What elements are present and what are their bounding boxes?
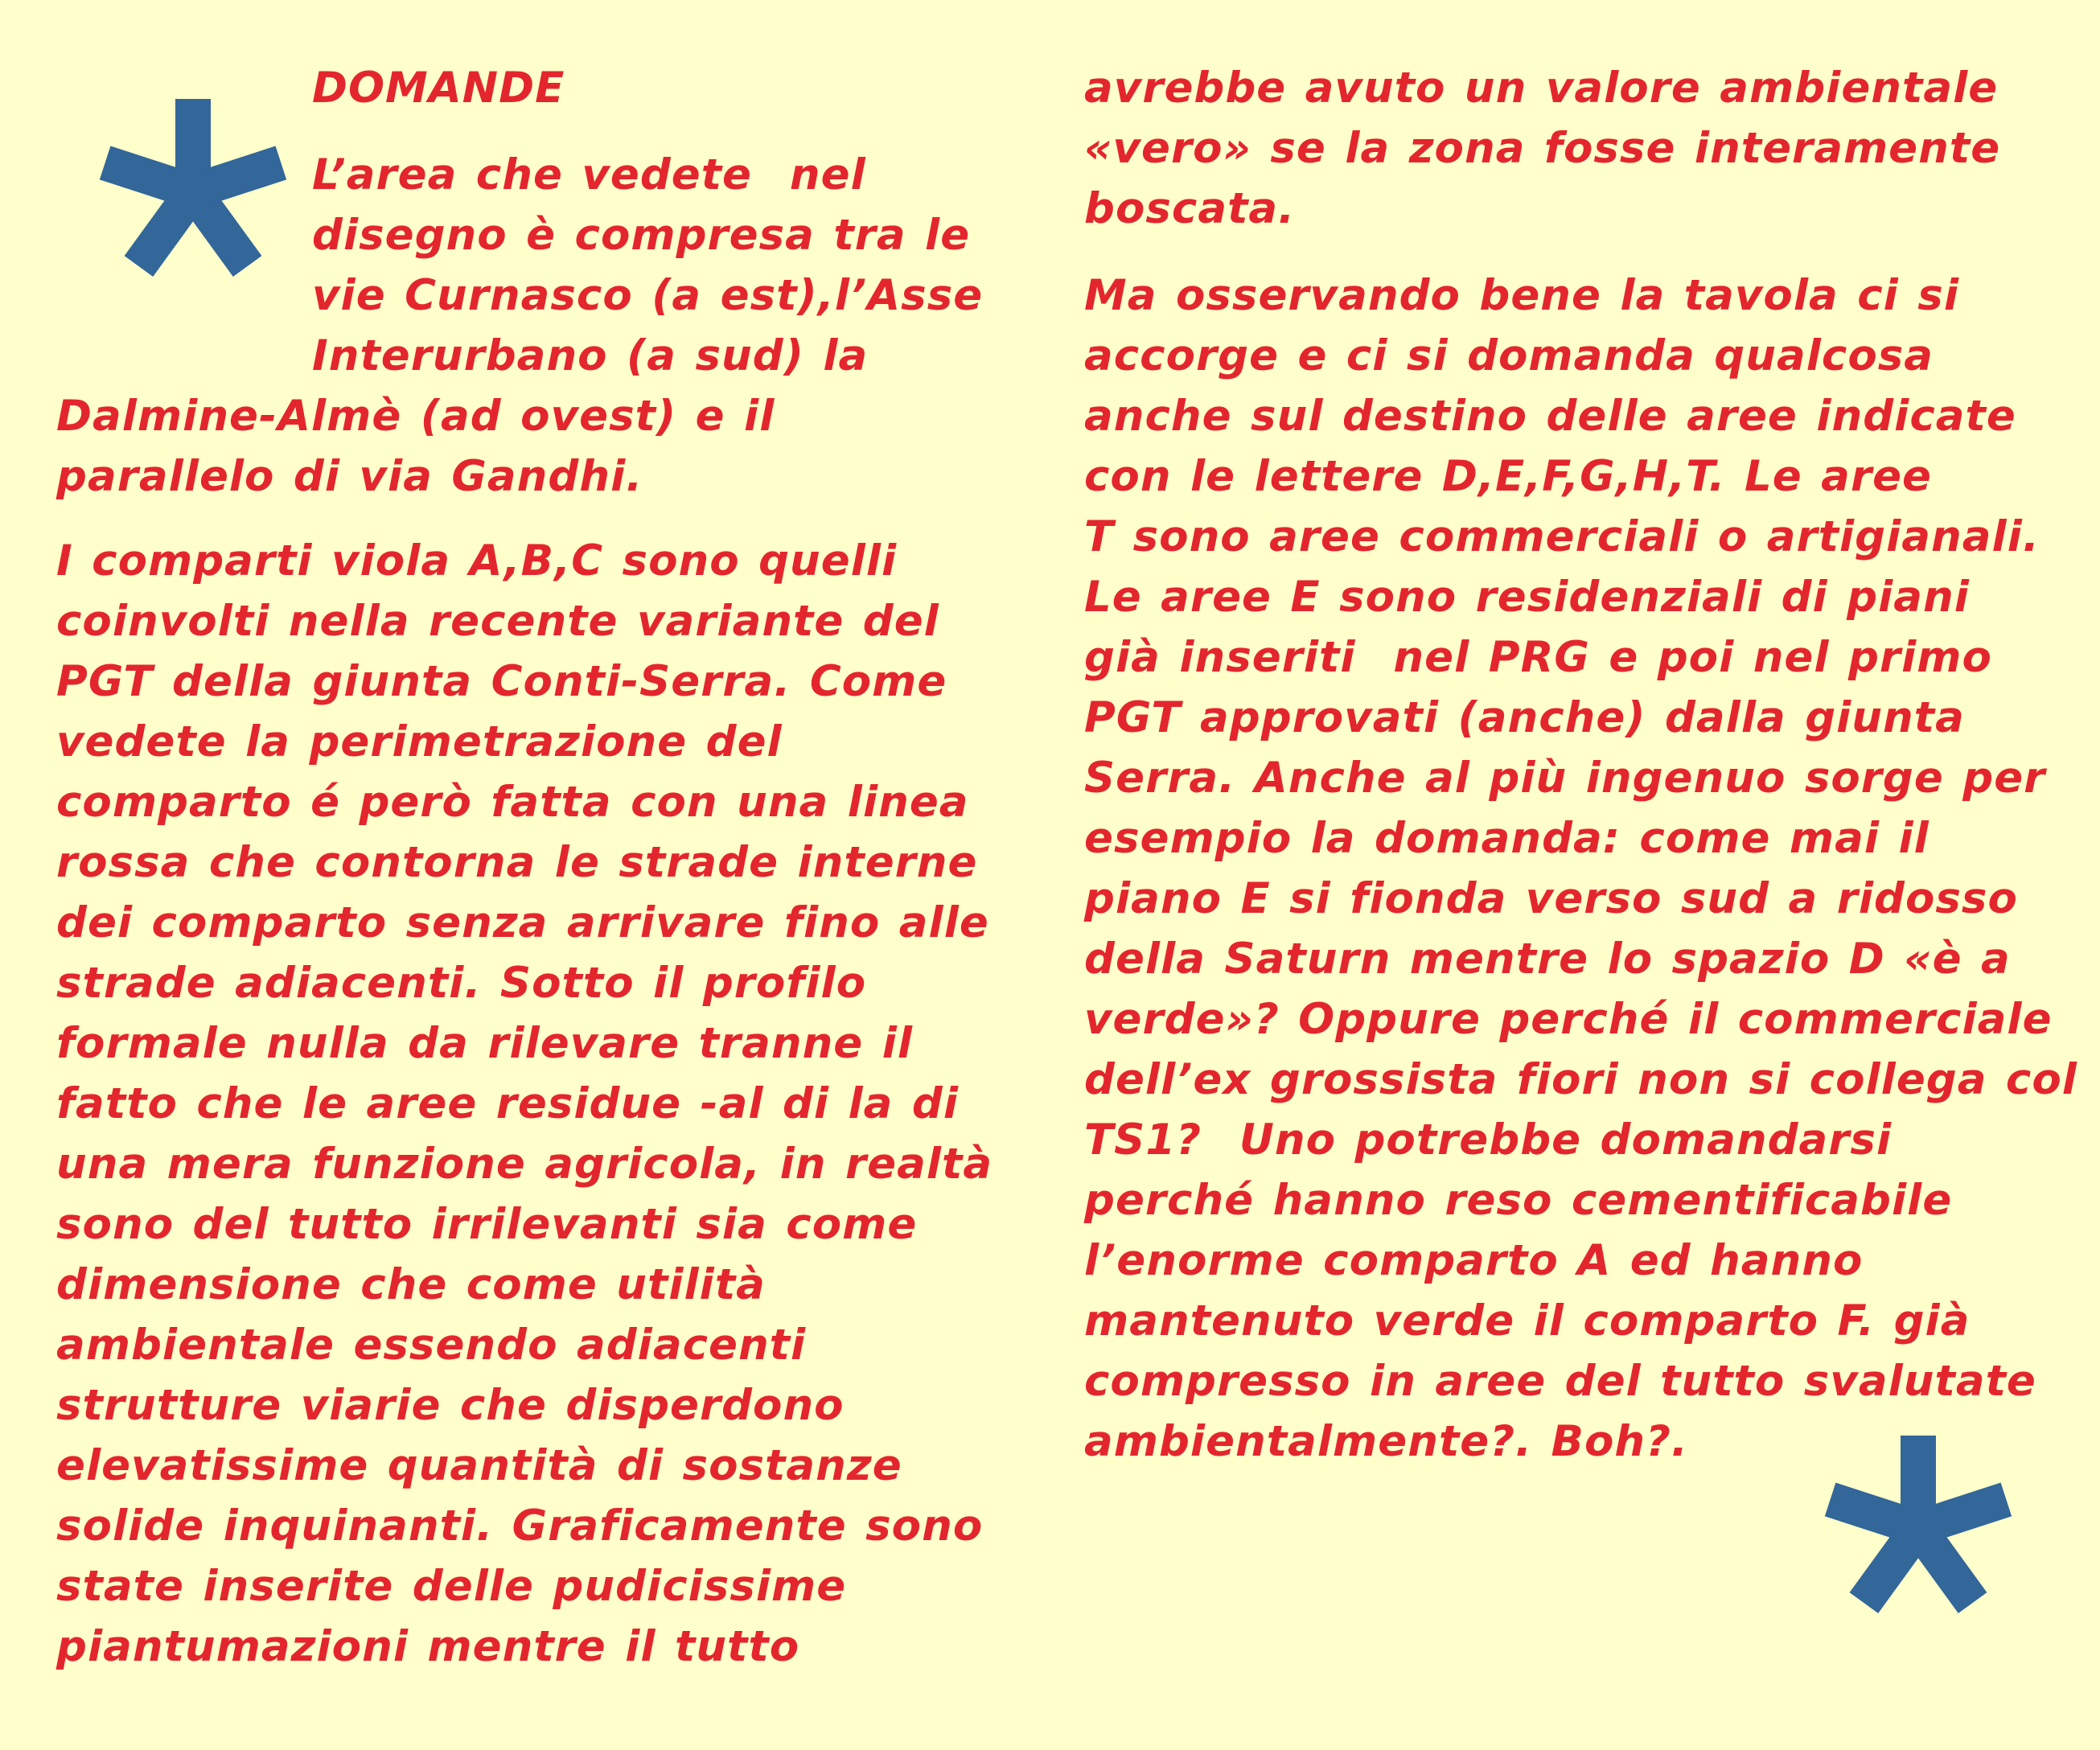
text-line: anche sul destino delle aree indicate xyxy=(1084,392,2016,441)
text-line: disegno è compresa tra le xyxy=(312,211,971,260)
text-line: con le lettere D,E,F,G,H,T. Le aree xyxy=(1084,452,1932,501)
text-line: Ma osservando bene la tavola ci si xyxy=(1084,271,1959,320)
text-line: dimensione che come utilità xyxy=(56,1260,766,1309)
right-paragraph-2 xyxy=(1084,265,2077,1472)
text-line: comparto é però fatta con una linea xyxy=(56,778,969,827)
text-line: vedete la perimetrazione del xyxy=(56,717,783,766)
left-paragraph-1-full xyxy=(56,386,775,507)
text-line: verde»? Oppure perché il commerciale xyxy=(1084,995,2053,1044)
text-line: già inseriti nel PRG e poi nel primo xyxy=(1084,633,1992,682)
text-line: state inserite delle pudicissime xyxy=(56,1562,847,1611)
left-paragraph-1-indented xyxy=(312,145,983,386)
text-line: Serra. Anche al più ingenuo sorge per xyxy=(1084,754,2046,803)
text-line: della Saturn mentre lo spazio D «è a xyxy=(1084,935,2011,984)
text-line: rossa che contorna le strade interne xyxy=(56,838,978,887)
text-line: vie Curnasco (a est),l’Asse xyxy=(312,271,984,320)
text-line: coinvolti nella recente variante del xyxy=(56,597,939,646)
text-line: ambientalmente?. Boh?. xyxy=(1084,1417,1688,1466)
text-line: Interurbano (a sud) la xyxy=(312,331,869,380)
text-line: l’enorme comparto A ed hanno xyxy=(1084,1236,1864,1285)
text-line: formale nulla da rilevare tranne il xyxy=(56,1019,914,1068)
right-paragraph-1 xyxy=(1084,58,2000,239)
text-line: compresso in aree del tutto svalutate xyxy=(1084,1357,2036,1406)
text-line: elevatissime quantità di sostanze xyxy=(56,1441,902,1490)
text-line: Dalmine-Almè (ad ovest) e il xyxy=(56,392,775,441)
asterisk-icon xyxy=(97,95,290,288)
text-line: mantenuto verde il comparto F. già xyxy=(1084,1296,1971,1345)
text-line: dei comparto senza arrivare fino alle xyxy=(56,898,989,947)
text-line: I comparti viola A,B,C sono quelli xyxy=(56,536,898,585)
text-line: strade adiacenti. Sotto il profilo xyxy=(56,959,867,1008)
text-line: fatto che le aree residue -al di la di xyxy=(56,1079,960,1128)
text-line: L’area che vedete nel xyxy=(312,150,866,199)
text-line: ambientale essendo adiacenti xyxy=(56,1321,807,1370)
text-line: TS1? Uno potrebbe domandarsi xyxy=(1084,1115,1892,1165)
text-line: PGT della giunta Conti-Serra. Come xyxy=(56,657,947,706)
text-line: solide inquinanti. Graficamente sono xyxy=(56,1501,984,1551)
text-line: piantumazioni mentre il tutto xyxy=(56,1622,800,1671)
left-paragraph-2 xyxy=(56,531,992,1677)
text-line: esempio la domanda: come mai il xyxy=(1084,814,1929,863)
text-line: PGT approvati (anche) dalla giunta xyxy=(1084,693,1965,742)
text-line: sono del tutto irrilevanti sia come xyxy=(56,1200,918,1249)
text-line: «vero» se la zona fosse interamente xyxy=(1084,124,2001,173)
text-line: accorge e ci si domanda qualcosa xyxy=(1084,331,1934,380)
text-line: Le aree E sono residenziali di piani xyxy=(1084,573,1970,622)
text-line: T sono aree commerciali o artigianali. xyxy=(1084,512,2040,561)
text-line: strutture viarie che disperdono xyxy=(56,1381,845,1430)
text-line: perché hanno reso cementificabile xyxy=(1084,1176,1953,1225)
text-line: boscata. xyxy=(1084,184,1296,233)
text-line: una mera funzione agricola, in realtà xyxy=(56,1140,993,1189)
text-line: avrebbe avuto un valore ambientale xyxy=(1084,64,1999,113)
heading-domande: DOMANDE xyxy=(312,64,565,113)
text-line: dell’ex grossista fiori non si collega col xyxy=(1084,1055,2077,1104)
text-line: parallelo di via Gandhi. xyxy=(56,452,643,501)
text-line: piano E si fionda verso sud a ridosso xyxy=(1084,874,2018,923)
